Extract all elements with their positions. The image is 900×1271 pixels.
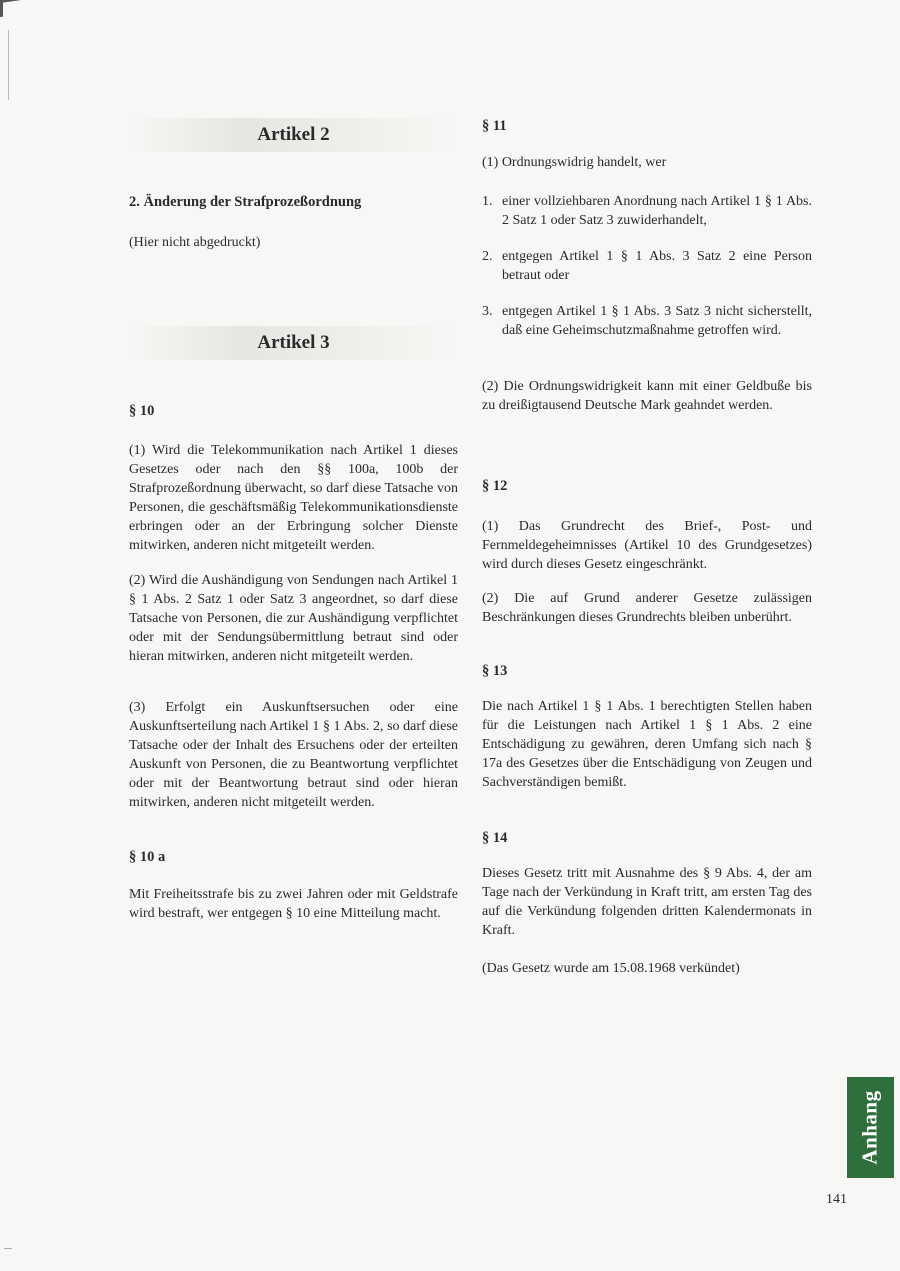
list-item [482,192,812,230]
list-item-number: 3. [482,304,493,319]
scan-corner-mark [0,0,63,17]
paragraph-13-text: Die nach Artikel 1 § 1 Abs. 1 berechtigten Stellen haben für die Leistungen nach Artikel 1 § 1 Abs. 2 eine Entschädigung zu gewähren, deren Umfang sich nach § 17a des Gesetzes über die Entschädigung von Zeugen und Sachverständigen bemißt. [482,699,812,790]
paragraph-12-heading: § 12 [482,478,508,494]
paragraph-11-subsection-2: (2) Die Ordnungswidrigkeit kann mit einer Geldbuße bis zu dreißigtausend Deutsche Mark geahndet werden. [482,379,812,413]
paragraph-12-subsection-1: (1) Das Grundrecht des Brief-, Post- und Fernmeldegeheimnisses (Artikel 10 des Grundgesetzes) wird durch dieses Gesetz eingeschränkt. [482,519,812,572]
paragraph-10a-text: Mit Freiheitsstrafe bis zu zwei Jahren oder mit Geldstrafe wird bestraft, wer entgegen § 10 eine Mitteilung macht. [129,887,458,921]
list-item-number: 2. [482,249,493,264]
promulgation-note: (Das Gesetz wurde am 15.08.1968 verkündet) [482,961,740,976]
section-2-note: (Hier nicht abgedruckt) [129,235,261,250]
list-item-text: entgegen Artikel 1 § 1 Abs. 3 Satz 3 nicht sicherstellt, daß eine Geheimschutzmaßnahme getroffen wird. [502,304,812,338]
paragraph-10-subsection-2: (2) Wird die Aushändigung von Sendungen nach Artikel 1 § 1 Abs. 2 Satz 1 oder Satz 3 angeordnet, so darf diese Tatsache von Personen, die zur Aushändigung verpflichtet oder mit der Sendungsübermittlung betraut sind oder hieran mitwirken, anderen nicht mitgeteilt werden. [129,573,458,664]
article-2-title: Artikel 2 [129,118,458,152]
list-item-text: entgegen Artikel 1 § 1 Abs. 3 Satz 2 eine Person betraut oder [502,249,812,283]
paragraph-11-heading: § 11 [482,118,507,134]
article-3-title: Artikel 3 [129,326,458,360]
list-item-number: 1. [482,194,493,209]
paragraph-13-heading: § 13 [482,663,508,679]
paragraph-12-subsection-2: (2) Die auf Grund anderer Gesetze zulässigen Beschränkungen dieses Grundrechts bleiben unberührt. [482,591,812,625]
page-number: 141 [826,1192,847,1207]
scan-edge-mark [4,1248,12,1249]
list-item-text: einer vollziehbaren Anordnung nach Artikel 1 § 1 Abs. 2 Satz 1 oder Satz 3 zuwiderhandelt, [502,194,812,228]
appendix-tab-label: Anhang [858,1090,883,1165]
paragraph-11-list [482,192,812,340]
paragraph-14-heading: § 14 [482,830,508,846]
paragraph-10-subsection-3: (3) Erfolgt ein Auskunftsersuchen oder eine Auskunftserteilung nach Artikel 1 § 1 Abs. 2, so darf diese Tatsache oder der Inhalt des Ersuchens oder der erteilten Auskunft von Personen, die zu Beantwortung verpflichtet oder mit der Beantwortung betraut sind oder hieran mitwirken, anderen nicht mitgeteilt werden. [129,700,458,810]
section-2-heading: 2. Änderung der Strafprozeßordnung [129,194,362,210]
paragraph-10a-heading: § 10 a [129,849,166,865]
list-item [482,247,812,285]
scan-edge-line [8,30,9,100]
appendix-side-tab [847,1077,894,1178]
list-item [482,302,812,340]
paragraph-10-subsection-1: (1) Wird die Telekommunikation nach Artikel 1 dieses Gesetzes oder nach den §§ 100a, 100b der Strafprozeßordnung überwacht, so darf diese Tatsache von Personen, die geschäftsmäßig Telekommunikationsdienste erbringen oder an der Erbringung solcher Dienste mitwirken, anderen nicht mitgeteilt werden. [129,443,458,553]
paragraph-11-intro: (1) Ordnungswidrig handelt, wer [482,155,667,170]
paragraph-14-text: Dieses Gesetz tritt mit Ausnahme des § 9 Abs. 4, der am Tage nach der Verkündung in Kraft tritt, am ersten Tag des auf die Verkündung folgenden dritten Kalendermonats in Kraft. [482,866,812,938]
paragraph-10-heading: § 10 [129,403,155,419]
